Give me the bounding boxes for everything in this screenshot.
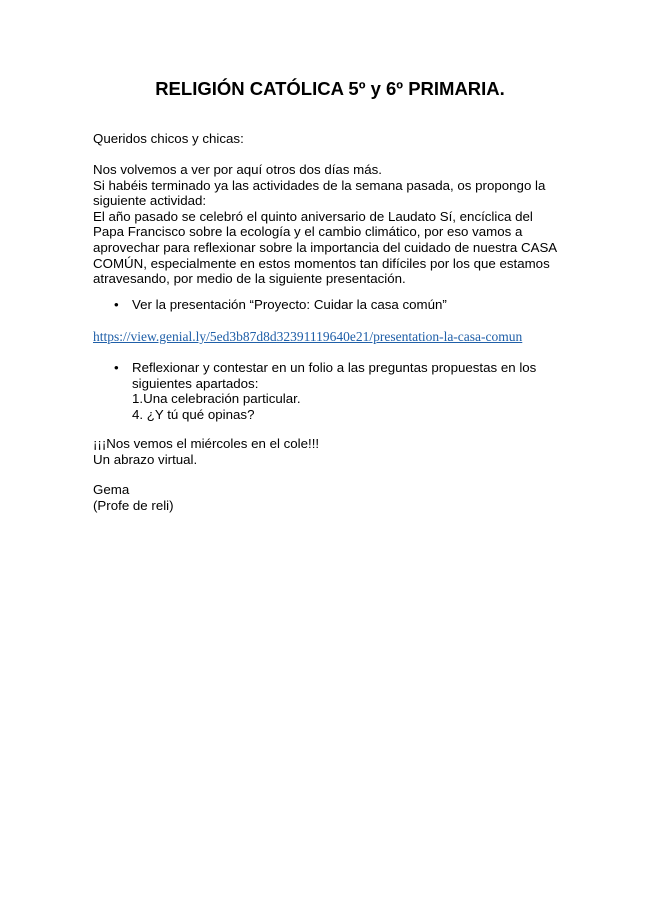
signature (93, 482, 573, 513)
closing-line: ¡¡¡Nos vemos el miércoles en el cole!!! (93, 436, 320, 451)
bullet-icon: • (114, 360, 119, 375)
intro-line: Papa Francisco sobre la ecología y el cambio climático, por eso vamos a (93, 224, 523, 240)
closing-line: Un abrazo virtual. (93, 451, 198, 467)
intro-line: Si habéis terminado ya las actividades de la semana pasada, os propongo la (93, 177, 546, 193)
intro-line: siguiente actividad: (93, 193, 207, 209)
intro-line: El año pasado se celebró el quinto aniversario de Laudato Sí, encíclica del (93, 208, 533, 224)
sub-item: 4. ¿Y tú qué opinas? (132, 406, 255, 422)
presentation-link[interactable]: https://view.genial.ly/5ed3b87d8d32391119640e21/presentation-la-casa-comun (93, 329, 523, 344)
document-title: RELIGIÓN CATÓLICA 5º y 6º PRIMARIA. (155, 78, 505, 99)
signature-role: (Profe de reli) (93, 497, 174, 513)
closing-paragraph (93, 436, 573, 467)
intro-line: atravesando, por medio de la siguiente presentación. (93, 271, 406, 287)
bullet-text: Ver la presentación “Proyecto: Cuidar la casa común” (132, 297, 447, 312)
bullet-icon: • (114, 297, 119, 312)
bullet-text (132, 360, 582, 422)
bullet-line: Reflexionar y contestar en un folio a las preguntas propuestas en los (132, 360, 537, 375)
intro-paragraph (93, 162, 573, 287)
sub-item: 1.Una celebración particular. (132, 391, 301, 407)
intro-line: aprovechar para reflexionar sobre la importancia del cuidado de nuestra CASA (93, 239, 558, 255)
bullet-line: siguientes apartados: (132, 375, 259, 391)
intro-line: Nos volvemos a ver por aquí otros dos días más. (93, 162, 382, 177)
signature-name: Gema (93, 482, 130, 497)
greeting: Queridos chicos y chicas: (93, 131, 244, 146)
intro-line: COMÚN, especialmente en estos momentos tan difíciles por los que estamos (93, 255, 550, 271)
